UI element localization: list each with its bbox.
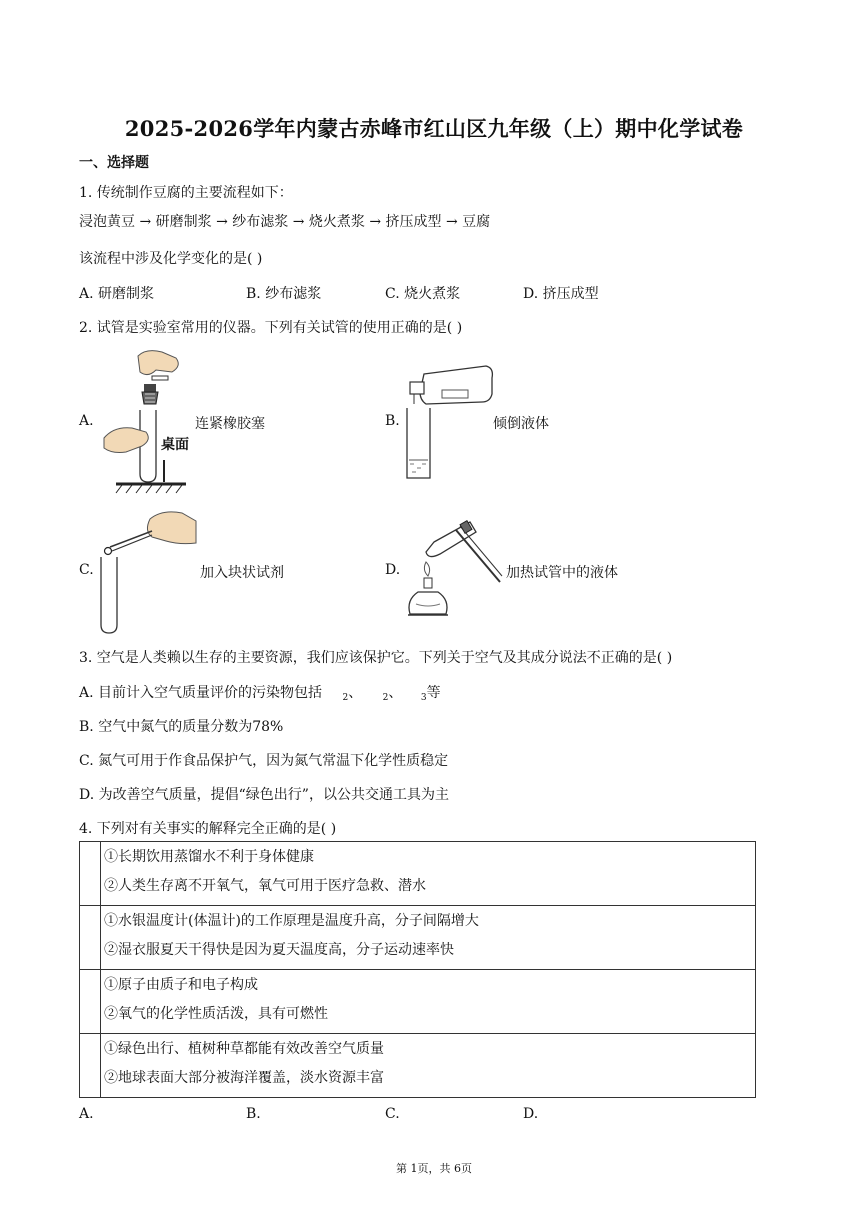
statement: ①水银温度计(体温计)的工作原理是温度升高，分子间隔增大	[104, 913, 479, 929]
table-cell	[101, 1034, 756, 1098]
q1-question: 该流程中涉及化学变化的是( )	[79, 251, 263, 267]
q3-sub-3: 3	[420, 693, 427, 703]
q3-option-d[interactable]: D. 为改善空气质量，提倡“绿色出行”，以公共交通工具为主	[79, 787, 449, 803]
q2-option-c-letter[interactable]: C.	[79, 562, 94, 578]
q2-stem: 2. 试管是实验室常用的仪器。下列有关试管的使用正确的是( )	[79, 320, 463, 336]
q1-flow: 浸泡黄豆 → 研磨制浆 → 纱布滤浆 → 烧火煮浆 → 挤压成型 → 豆腐	[79, 214, 491, 230]
q3-option-c[interactable]: C. 氮气可用于作食品保护气，因为氮气常温下化学性质稳定	[79, 753, 449, 769]
q3-option-a[interactable]	[79, 682, 441, 703]
table-row-marker	[80, 842, 101, 906]
q3-sub-1: 2	[342, 693, 349, 703]
q1-option-c[interactable]: C. 烧火煮浆	[385, 286, 461, 302]
table-cell	[101, 842, 756, 906]
q3-stem: 3. 空气是人类赖以生存的主要资源，我们应该保护它。下列关于空气及其成分说法不正确的是( )	[79, 650, 673, 666]
q4-option-d[interactable]: D.	[523, 1106, 539, 1122]
statement: ②地球表面大部分被海洋覆盖，淡水资源丰富	[104, 1070, 384, 1086]
table-cell	[101, 970, 756, 1034]
q1-option-b[interactable]: B. 纱布滤浆	[246, 286, 322, 302]
q1-stem: 1. 传统制作豆腐的主要流程如下：	[79, 185, 293, 201]
q3-option-a-prefix: A. 目前计入空气质量评价的污染物包括	[79, 685, 323, 701]
q2-option-d-text: 加热试管中的液体	[506, 565, 618, 581]
statement: ②人类生存离不开氧气，氧气可用于医疗急救、潜水	[104, 878, 426, 894]
statement: ①长期饮用蒸馏水不利于身体健康	[104, 849, 314, 865]
q2-option-b-letter[interactable]: B.	[385, 413, 400, 429]
q2-option-c-text: 加入块状试剂	[200, 565, 284, 581]
statement: ②湿衣服夏天干得快是因为夏天温度高，分子运动速率快	[104, 942, 454, 958]
table-row	[80, 842, 756, 906]
q3-option-a-suffix: 等	[426, 685, 441, 701]
statement: ①原子由质子和电子构成	[104, 977, 258, 993]
q4-facts-table	[79, 841, 756, 1098]
q2-option-a-text: 连紧橡胶塞	[195, 416, 265, 432]
stopper-test-tube-figure	[96, 348, 192, 494]
q3-sep-2: 、	[388, 685, 403, 701]
heating-liquid-figure	[398, 516, 504, 626]
q4-stem: 4. 下列对有关事实的解释完全正确的是( )	[79, 821, 337, 837]
adding-solid-figure	[96, 507, 198, 635]
q2-option-d-letter[interactable]: D.	[385, 562, 401, 578]
table-cell	[101, 906, 756, 970]
q1-option-d[interactable]: D. 挤压成型	[523, 286, 599, 302]
table-row-marker	[80, 1034, 101, 1098]
table-row	[80, 970, 756, 1034]
pouring-liquid-figure	[402, 360, 494, 482]
q3-sep-1: 、	[348, 685, 363, 701]
table-row	[80, 1034, 756, 1098]
page-title: 2025-2026学年内蒙古赤峰市红山区九年级（上）期中化学试卷	[124, 116, 744, 141]
statement: ①绿色出行、植树种草都能有效改善空气质量	[104, 1041, 384, 1057]
q4-option-c[interactable]: C.	[385, 1106, 400, 1122]
q4-option-b[interactable]: B.	[246, 1106, 261, 1122]
q2-option-a-letter[interactable]: A.	[79, 413, 94, 429]
statement: ②氧气的化学性质活泼，具有可燃性	[104, 1006, 328, 1022]
q2-option-b-text: 倾倒液体	[493, 416, 549, 432]
q4-option-a[interactable]: A.	[79, 1106, 94, 1122]
desk-label: 桌面	[161, 437, 189, 453]
table-row-marker	[80, 906, 101, 970]
page-footer: 第 1页，共 6页	[396, 1162, 472, 1175]
q3-sub-2: 2	[382, 693, 389, 703]
q3-option-b[interactable]: B. 空气中氮气的质量分数为78%	[79, 719, 284, 735]
table-row-marker	[80, 970, 101, 1034]
section-heading: 一、选择题	[79, 155, 149, 171]
table-row	[80, 906, 756, 970]
q1-option-a[interactable]: A. 研磨制浆	[79, 286, 155, 302]
